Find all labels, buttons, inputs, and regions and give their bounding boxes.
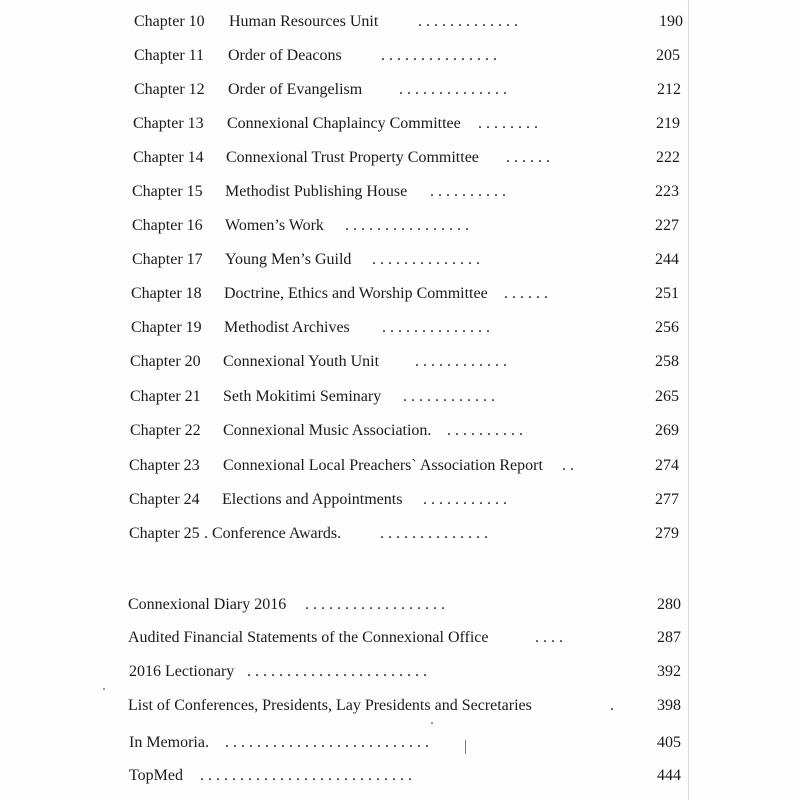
chapter-label: Chapter 24 [129,491,200,508]
leader-dots: . . [562,457,574,474]
chapter-label: Chapter 19 [131,319,202,336]
page-number: 256 [655,319,679,336]
section-title: List of Conferences, Presidents, Lay Presidents and Secretaries [128,697,532,714]
chapter-label: Chapter 25 [129,525,200,542]
page-number: 280 [657,596,681,613]
chapter-title: Order of Evangelism [228,81,363,98]
leader-dots: . . . . . . . . . . . . . . [380,525,488,542]
page-number: 444 [657,767,681,784]
page-number: 190 [659,13,683,30]
leader-dots: . . . . . . . . [478,115,538,132]
scan-speck [103,688,105,690]
leader-dots: . . . . . . . . . . . . . . . . . . . . . . . [247,663,427,680]
section-title: 2016 Lectionary [129,663,235,680]
leader-dots: . . . . . . . . . . . . . [418,13,518,30]
leader-dots: . . . . . . [504,285,548,302]
chapter-label: Chapter 18 [131,285,202,302]
leader-dots: . . . . . . . . . . . . . . [399,81,507,98]
chapter-label: Chapter 10 [134,13,205,30]
page-number: 274 [655,457,679,474]
chapter-label: Chapter 11 [134,47,205,64]
leader-dots: . [610,697,614,714]
section-title: TopMed [129,767,183,784]
leader-dots: . . . . [535,629,563,646]
chapter-label: Chapter 17 [132,251,203,268]
leader-dots: . . . . . . . . . . . . . . . . [345,217,469,234]
chapter-label: Chapter 22 [130,422,201,439]
chapter-label: Chapter 20 [130,353,201,370]
leader-dots: . . . . . . . . . . [430,183,506,200]
page-number: 244 [655,251,679,268]
leader-dots: . . . . . . [506,149,550,166]
page-number: 219 [656,115,680,132]
page-number: 392 [657,663,681,680]
chapter-label: Chapter 14 [133,149,204,166]
scan-speck [465,740,466,754]
page-number: 222 [656,149,680,166]
chapter-label: Chapter 16 [132,217,203,234]
page-number: 398 [657,697,681,714]
chapter-title: Elections and Appointments [222,491,403,508]
page-number: 279 [655,525,679,542]
chapter-label: Chapter 23 [129,457,200,474]
section-title: In Memoria. [129,734,209,751]
chapter-title: Methodist Archives [224,319,350,336]
page-number: 277 [655,491,679,508]
page-number: 212 [657,81,681,98]
page-number: 265 [655,388,679,405]
page-number: 251 [655,285,679,302]
section-title: Connexional Diary 2016 [128,596,287,613]
chapter-title: Doctrine, Ethics and Worship Committee [224,285,488,302]
chapter-label: Chapter 15 [132,183,203,200]
page-edge-divider [688,0,689,800]
leader-dots: . . . . . . . . . . [447,422,523,439]
page-number: 205 [656,47,680,64]
chapter-title: Seth Mokitimi Seminary [223,388,382,405]
section-title: Audited Financial Statements of the Connexional Office [128,629,489,646]
leader-dots: . . . . . . . . . . . . . . . [381,47,497,64]
leader-dots: . . . . . . . . . . . [423,491,507,508]
chapter-label: Chapter 12 [134,81,205,98]
leader-dots: . . . . . . . . . . . . . . . . . . [305,596,445,613]
chapter-title: Methodist Publishing House [225,183,408,200]
page-number: 258 [655,353,679,370]
chapter-title: Connexional Music Association. [223,422,432,439]
page-number: 269 [655,422,679,439]
chapter-title: Connexional Trust Property Committee [226,149,479,166]
leader-dots: . . . . . . . . . . . . . . . . . . . . . . . . . . . [200,767,412,784]
scan-speck [431,722,433,724]
chapter-title: Order of Deacons [228,47,342,64]
chapter-title: Young Men’s Guild [225,251,352,268]
leader-dots: . . . . . . . . . . . . . . . . . . . . . . . . . . [225,734,429,751]
leader-dots: . . . . . . . . . . . . . . [372,251,480,268]
leader-dots: . . . . . . . . . . . . [403,388,495,405]
page-number: 223 [655,183,679,200]
chapter-label: Chapter 13 [133,115,204,132]
page-number: 405 [657,734,681,751]
chapter-title: Connexional Youth Unit [223,353,380,370]
chapter-label: Chapter 21 [130,388,201,405]
page-number: 227 [655,217,679,234]
chapter-title: Human Resources Unit [229,13,379,30]
chapter-title: Women’s Work [225,217,324,234]
chapter-title: Connexional Local Preachers` Association Report [223,457,543,474]
leader-dots: . . . . . . . . . . . . [415,353,507,370]
chapter-title: . Conference Awards. [204,525,342,542]
leader-dots: . . . . . . . . . . . . . . [382,319,490,336]
chapter-title: Connexional Chaplaincy Committee [227,115,461,132]
page-number: 287 [657,629,681,646]
